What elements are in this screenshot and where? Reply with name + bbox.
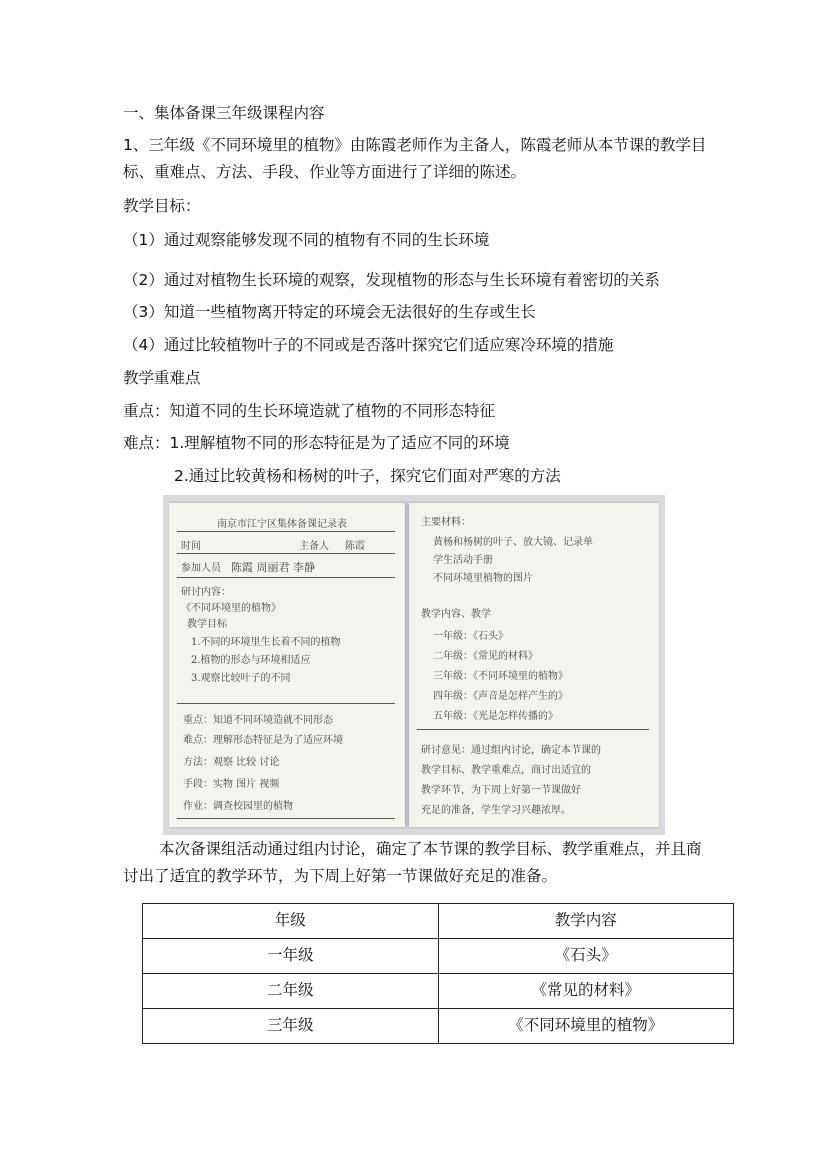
photo-right-note-9: 五年级：《光是怎样传播的》	[433, 711, 558, 722]
photo-note-7: 手段：实物 图片 视频	[183, 779, 280, 790]
table-row	[143, 939, 734, 974]
photo-form-title: 南京市江宁区集体备课记录表	[217, 519, 347, 530]
table-row	[143, 1009, 734, 1044]
grade-cell: 二年级	[143, 974, 439, 1009]
photo-right-note-4: 教学内容、教学	[421, 609, 491, 620]
photo-row-members: 参加人员	[181, 563, 221, 574]
section-title: 一、集体备课三年级课程内容	[123, 104, 325, 122]
key-points-heading: 教学重难点	[123, 369, 201, 387]
photo-note-2: 2.植物的形态与环境相适应	[191, 655, 311, 666]
content-cell: 《常见的材料》	[438, 974, 734, 1009]
photo-summary-1: 研讨意见：通过组内讨论，确定本节课的	[421, 745, 601, 756]
objective-2: （2）通过对植物生长环境的观察，发现植物的形态与生长环境有着密切的关系	[123, 271, 660, 289]
objectives-heading: 教学目标：	[123, 197, 201, 215]
photo-obj-label: 教学目标	[187, 619, 227, 630]
photo-right-note-8: 四年级：《声音是怎样产生的》	[433, 691, 568, 702]
photo-note-8: 作业：调查校园里的植物	[183, 801, 293, 812]
key-point: 重点：知道不同的生长环境造就了植物的不同形态特征	[123, 402, 496, 420]
photo-row-lead: 主备人	[299, 541, 329, 552]
photo-right-note-2: 学生活动手册	[433, 555, 493, 566]
photo-lesson: 《不同环境里的植物》	[181, 603, 281, 614]
header-grade: 年级	[143, 904, 439, 939]
photo-right-note-5: 一年级：《石头》	[433, 631, 508, 642]
photo-content-label: 研讨内容：	[181, 587, 231, 598]
photo-summary-3: 教学环节，为下周上好第一节课做好	[421, 785, 581, 796]
photo-right-page	[409, 503, 659, 827]
objective-1: （1）通过观察能够发现不同的植物有不同的生长环境	[123, 231, 490, 249]
table-row	[143, 974, 734, 1009]
notebook-photo	[163, 495, 665, 835]
difficulty-2: 2.通过比较黄杨和杨树的叶子，探究它们面对严寒的方法	[174, 467, 561, 485]
photo-members: 陈霞 周丽君 李静	[231, 561, 315, 574]
objective-3: （3）知道一些植物离开特定的环境会无法很好的生存或生长	[123, 303, 536, 321]
objective-4: （4）通过比较植物叶子的不同或是否落叶探究它们适应寒冷环境的措施	[123, 336, 614, 354]
photo-note-3: 3.观察比较叶子的不同	[191, 673, 291, 684]
grade-cell: 三年级	[143, 1009, 439, 1044]
photo-right-note-3: 不同环境里植物的图片	[433, 573, 533, 584]
photo-lead-name: 陈霞	[345, 541, 365, 552]
photo-left-page	[169, 503, 405, 827]
intro-paragraph: 1、三年级《不同环境里的植物》由陈霞老师作为主备人，陈霞老师从本节课的教学目标、重难点、方法、手段、作业等方面进行了详细的陈述。	[123, 136, 707, 181]
table-header-row	[143, 904, 734, 939]
photo-note-4: 重点：知道不同环境造就不同形态	[183, 715, 333, 726]
photo-row-time: 时间	[181, 541, 201, 552]
photo-right-header: 主要材料：	[421, 517, 471, 528]
photo-note-6: 方法：观察 比较 讨论	[183, 757, 280, 768]
content-cell: 《石头》	[438, 939, 734, 974]
grade-cell: 一年级	[143, 939, 439, 974]
photo-right-note-7: 三年级：《不同环境里的植物》	[433, 671, 568, 682]
photo-summary-2: 教学目标、教学重难点，商讨出适宜的	[421, 765, 591, 776]
header-content: 教学内容	[438, 904, 734, 939]
photo-summary-4: 充足的准备，学生学习兴趣浓厚。	[421, 805, 571, 816]
content-cell: 《不同环境里的植物》	[438, 1009, 734, 1044]
photo-note-1: 1.不同的环境里生长着不同的植物	[191, 637, 341, 648]
closing-paragraph: 本次备课组活动通过组内讨论，确定了本节课的教学目标、教学重难点，并且商讨出了适宜的教学环节，为下周上好第一节课做好充足的准备。	[123, 840, 702, 885]
difficulty-1: 难点：1.理解植物不同的形态特征是为了适应不同的环境	[123, 434, 510, 452]
grade-content-table	[142, 903, 734, 1044]
photo-note-5: 难点：理解形态特征是为了适应环境	[183, 735, 343, 746]
photo-right-note-6: 二年级：《常见的材料》	[433, 651, 538, 662]
photo-right-note-1: 黄杨和杨树的叶子、放大镜、记录单	[433, 537, 593, 548]
